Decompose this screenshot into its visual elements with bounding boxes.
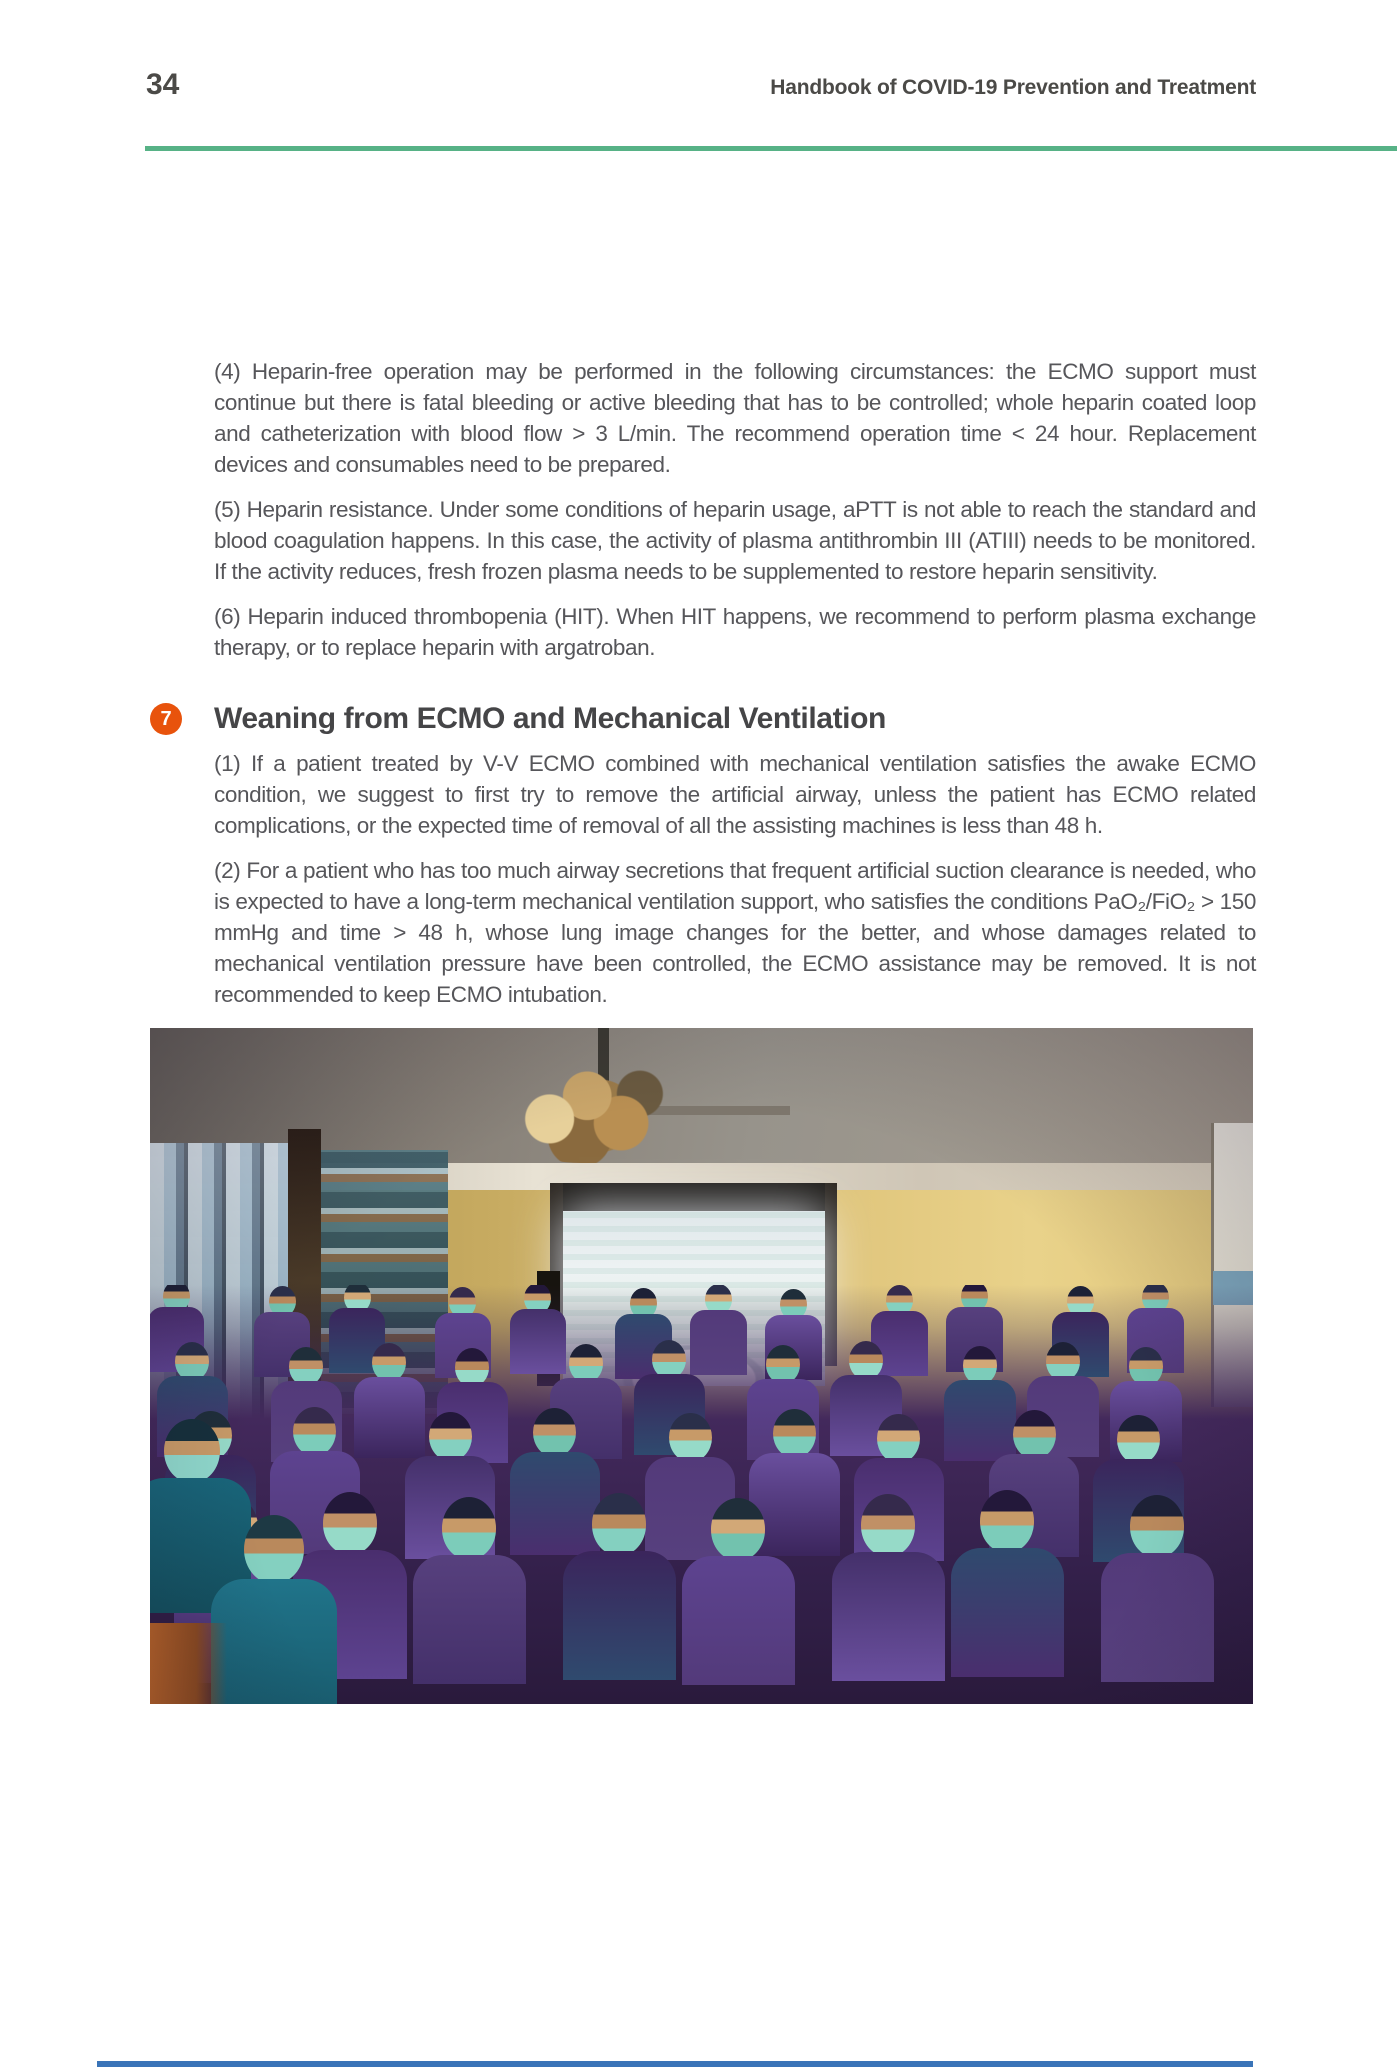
crowd bbox=[150, 1285, 1253, 1704]
projector-screen-case bbox=[550, 1183, 837, 1210]
paragraph-2: (2) For a patient who has too much airway secretions that frequent artificial suction clearance is needed, who is expected to have a long-term mechanical ventilation support, who satisfies the conditions PaO₂/FiO₂ > 150 mmHg and time > 48 h, whose lung image changes for the better, and whose damages related to mechanical ventilation pressure have been controlled, the ECMO assistance may be removed. It is not recommended to keep ECMO intubation. bbox=[214, 858, 1256, 1007]
section-number-badge: 7 bbox=[150, 703, 182, 735]
section-heading bbox=[160, 699, 1256, 739]
page-number: 34 bbox=[146, 68, 180, 101]
paragraph-1: (1) If a patient treated by V-V ECMO combined with mechanical ventilation satisfies the awake ECMO condition, we suggest to first try to remove the artificial airway, unless the patient has ECMO related complications, or the expected time of removal of all the assisting machines is less than 48 h. bbox=[214, 751, 1256, 838]
header-title: Handbook of COVID-19 Prevention and Treatment bbox=[770, 76, 1256, 99]
header-rule bbox=[145, 146, 1397, 151]
paragraph-6: (6) Heparin induced thrombopenia (HIT). When HIT happens, we recommend to perform plasma exchange therapy, or to replace heparin with argatroban. bbox=[214, 604, 1256, 660]
bottom-page-edge bbox=[97, 2061, 1253, 2067]
chandelier-light bbox=[497, 1058, 685, 1163]
floor-sliver bbox=[150, 1623, 227, 1704]
page-header bbox=[146, 68, 1256, 102]
paragraph-5: (5) Heparin resistance. Under some conditions of heparin usage, aPTT is not able to reach the standard and blood coagulation happens. In this case, the activity of plasma antithrombin III (ATIII) needs to be monitored. If the activity reduces, fresh frozen plasma needs to be supplemented to restore heparin sensitivity. bbox=[214, 497, 1256, 584]
section-title: Weaning from ECMO and Mechanical Ventilation bbox=[214, 702, 886, 735]
paragraph-4: (4) Heparin-free operation may be performed in the following circumstances: the ECMO support must continue but there is fatal bleeding or active bleeding that has to be controlled; whole heparin coated loop and catheterization with blood flow > 3 L/min. The recommend operation time < 24 hour. Replacement devices and consumables need to be prepared. bbox=[214, 359, 1256, 477]
group-photo bbox=[150, 1028, 1253, 1704]
text-column bbox=[160, 356, 1256, 1704]
